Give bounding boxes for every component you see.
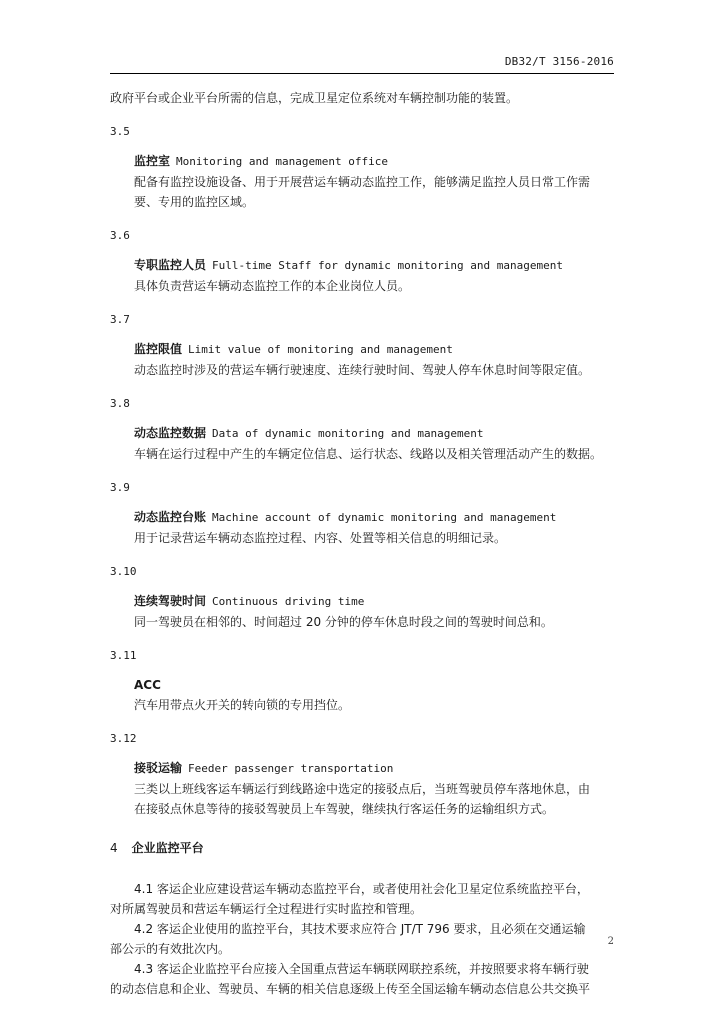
term-definition: 用于记录营运车辆动态监控过程、内容、处置等相关信息的明细记录。 xyxy=(134,531,507,545)
term-definition: 配备有监控设施设备、用于开展营运车辆动态监控工作，能够满足监控人员日常工作需 xyxy=(134,175,591,189)
term-definition: 具体负责营运车辆动态监控工作的本企业岗位人员。 xyxy=(134,279,411,293)
term-number: 3.7 xyxy=(110,313,130,326)
page-number: 2 xyxy=(607,936,614,947)
term-number: 3.8 xyxy=(110,397,130,410)
term-english: Feeder passenger transportation xyxy=(188,762,394,775)
page-content xyxy=(110,88,614,999)
term-chinese: 监控室 xyxy=(134,154,171,168)
clause-heading: 企业监控平台 xyxy=(131,841,204,855)
term-number: 3.5 xyxy=(110,125,130,138)
term-heading xyxy=(134,255,614,276)
term-heading xyxy=(134,339,614,360)
clause-paragraph: 4.2 客运企业使用的监控平台，其技术要求应符合 JT/T 796 要求，且必须在交通运输 xyxy=(134,922,586,936)
term-chinese: 监控限值 xyxy=(134,342,183,356)
term-english: Full-time Staff for dynamic monitoring and management xyxy=(212,259,564,272)
term-heading xyxy=(134,423,614,444)
term-number: 3.10 xyxy=(110,565,137,578)
term-number: 3.9 xyxy=(110,481,130,494)
term-heading xyxy=(134,151,614,172)
term-english: Limit value of monitoring and management xyxy=(188,343,453,356)
term-definition: 汽车用带点火开关的转向锁的专用挡位。 xyxy=(134,698,351,712)
term-english: Continuous driving time xyxy=(212,595,365,608)
header-rule xyxy=(110,73,614,74)
standard-code: DB32/T 3156-2016 xyxy=(504,55,614,68)
term-definition: 三类以上班线客运车辆运行到线路途中选定的接驳点后，当班驾驶员停车落地休息，由 xyxy=(134,782,591,796)
term-chinese: ACC xyxy=(134,678,161,692)
term-definition: 在接驳点休息等待的接驳驾驶员上车驾驶，继续执行客运任务的运输组织方式。 xyxy=(134,802,555,816)
clause-paragraph: 部公示的有效批次内。 xyxy=(110,942,231,956)
term-chinese: 连续驾驶时间 xyxy=(134,594,207,608)
term-number: 3.12 xyxy=(110,732,137,745)
term-chinese: 专职监控人员 xyxy=(134,258,207,272)
term-number: 3.11 xyxy=(110,649,137,662)
clause-4-body xyxy=(110,879,614,999)
term-heading xyxy=(134,507,614,528)
term-list xyxy=(110,124,614,819)
term-heading xyxy=(134,758,614,779)
term-number: 3.6 xyxy=(110,229,130,242)
clause-paragraph: 4.3 客运企业监控平台应接入全国重点营运车辆联网联控系统，并按照要求将车辆行驶 xyxy=(134,962,589,976)
term-definition: 同一驾驶员在相邻的、时间超过 20 分钟的停车休息时段之间的驾驶时间总和。 xyxy=(134,615,553,629)
term-definition: 要、专用的监控区域。 xyxy=(134,195,255,209)
term-chinese: 动态监控数据 xyxy=(134,426,207,440)
term-chinese: 动态监控台账 xyxy=(134,510,207,524)
term-definition: 车辆在运行过程中产生的车辆定位信息、运行状态、线路以及相关管理活动产生的数据。 xyxy=(134,447,603,461)
clause-number: 4 xyxy=(110,841,118,855)
term-english: Machine account of dynamic monitoring and management xyxy=(212,511,557,524)
term-heading xyxy=(134,591,614,612)
clause-paragraph: 对所属驾驶员和营运车辆运行全过程进行实时监控和管理。 xyxy=(110,902,423,916)
lead-paragraph: 政府平台或企业平台所需的信息，完成卫星定位系统对车辆控制功能的装置。 xyxy=(110,91,519,105)
term-chinese: 接驳运输 xyxy=(134,761,183,775)
clause-paragraph: 4.1 客运企业应建设营运车辆动态监控平台，或者使用社会化卫星定位系统监控平台， xyxy=(134,882,589,896)
clause-paragraph: 的动态信息和企业、驾驶员、车辆的相关信息逐级上传至全国运输车辆动态信息公共交换平 xyxy=(110,982,591,996)
clause-4-title xyxy=(110,839,614,857)
term-heading xyxy=(134,675,614,695)
term-definition: 动态监控时涉及的营运车辆行驶速度、连续行驶时间、驾驶人停车休息时间等限定值。 xyxy=(134,363,591,377)
term-english: Monitoring and management office xyxy=(176,155,388,168)
term-english: Data of dynamic monitoring and management xyxy=(212,427,484,440)
